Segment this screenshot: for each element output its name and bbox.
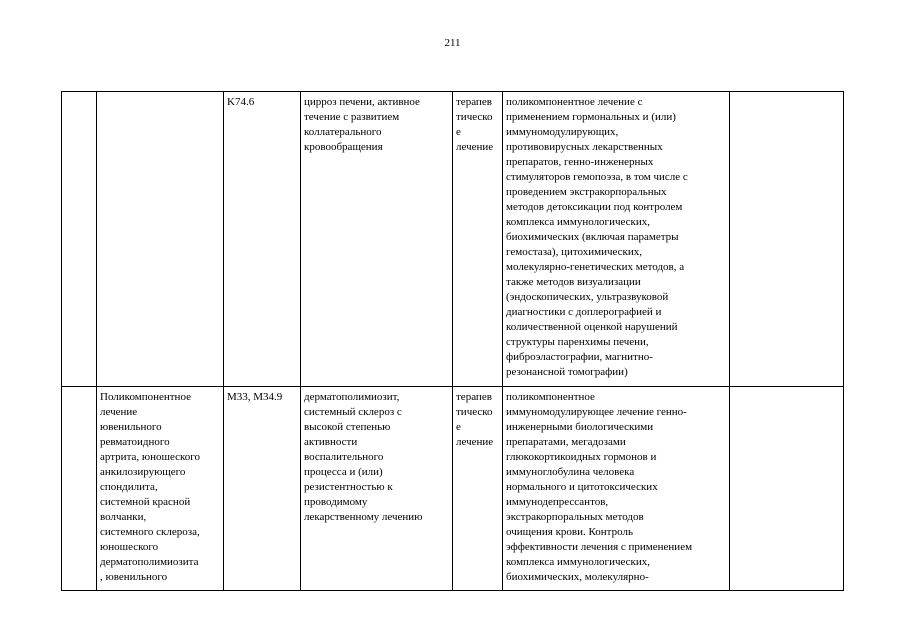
text-line: юношеского (100, 541, 159, 553)
text-line: иммунодепрессантов, (506, 496, 609, 508)
icd-code: M33, M34.9 (227, 391, 283, 403)
text-line: резонансной томографии) (506, 366, 628, 378)
cell-icd-codes (224, 387, 301, 591)
text-line: высокой степенью (304, 421, 391, 433)
text-line: биохимических (включая параметры (506, 231, 679, 243)
text-line: структуры паренхимы печени, (506, 336, 649, 348)
text-line: терапев (456, 391, 492, 403)
text-line: иммуномодулирующих, (506, 126, 619, 138)
text-line: иммуноглобулина человека (506, 466, 635, 478)
cell-treatment-name (97, 387, 224, 591)
table-row (62, 92, 844, 387)
text-line: также методов визуализации (506, 276, 641, 288)
treatment-table (61, 91, 844, 591)
text-line: спондилита, (100, 481, 158, 493)
text-line: инженерными биологическими (506, 421, 654, 433)
text-line: комплекса иммунологических, (506, 556, 651, 568)
cell-diagnosis (301, 387, 453, 591)
text-line: фиброэластографии, магнитно- (506, 351, 653, 363)
text-line: стимуляторов гемопоэза, в том числе с (506, 171, 688, 183)
text-line: лекарственному лечению (304, 511, 423, 523)
text-line: иммуномодулирующее лечение генно- (506, 406, 687, 418)
cell-icd-codes (224, 92, 301, 387)
icd-code: K74.6 (227, 96, 255, 108)
text-line: дерматополимиозит, (304, 391, 400, 403)
text-line: е (456, 126, 461, 138)
text-line: комплекса иммунологических, (506, 216, 651, 228)
cell-treatment-type (453, 387, 503, 591)
cell-treatment-method (503, 92, 730, 387)
text-line: резистентностью к (304, 481, 393, 493)
cell-treatment-type (453, 92, 503, 387)
cell-treatment-method (503, 387, 730, 591)
text-line: цирроз печени, активное (304, 96, 420, 108)
text-line: эффективности лечения с применением (506, 541, 693, 553)
cell-diagnosis (301, 92, 453, 387)
text-line: поликомпонентное лечение с (506, 96, 643, 108)
text-line: противовирусных лекарственных (506, 141, 663, 153)
text-line: Поликомпонентное (100, 391, 191, 403)
text-line: лечение (456, 141, 494, 153)
text-line: ревматоидного (100, 436, 170, 448)
text-line: проведением экстракорпоральных (506, 186, 667, 198)
text-line: экстракорпоральных методов (506, 511, 644, 523)
cell-cost (730, 92, 844, 387)
text-line: артрита, юношеского (100, 451, 201, 463)
text-line: терапев (456, 96, 492, 108)
text-line: препаратов, генно-инженерных (506, 156, 654, 168)
text-line: системной красной (100, 496, 191, 508)
cell-cost (730, 387, 844, 591)
text-line: методов детоксикации под контролем (506, 201, 683, 213)
text-line: (эндоскопических, ультразвуковой (506, 291, 669, 303)
text-line: е (456, 421, 461, 433)
text-line: лечение (100, 406, 138, 418)
cell-treatment-name (97, 92, 224, 387)
text-line: поликомпонентное (506, 391, 595, 403)
text-line: системный склероз с (304, 406, 402, 418)
text-line: процесса и (или) (304, 466, 383, 478)
text-line: применением гормональных и (или) (506, 111, 676, 123)
text-line: гемостаза), цитохимических, (506, 246, 643, 258)
text-line: молекулярно-генетических методов, а (506, 261, 685, 273)
text-line: воспалительного (304, 451, 384, 463)
text-line: ювенильного (100, 421, 162, 433)
text-line: диагностики с доплерографией и (506, 306, 662, 318)
text-line: волчанки, (100, 511, 147, 523)
text-line: проводимому (304, 496, 368, 508)
text-line: дерматополимиозита (100, 556, 199, 568)
text-line: течение с развитием (304, 111, 400, 123)
text-line: нормального и цитотоксических (506, 481, 658, 493)
text-line: коллатерального (304, 126, 382, 138)
text-line: количественной оценкой нарушений (506, 321, 678, 333)
text-line: системного склероза, (100, 526, 200, 538)
cell-number (62, 387, 97, 591)
text-line: очищения крови. Контроль (506, 526, 633, 538)
text-line: , ювенильного (100, 571, 168, 583)
table-row (62, 387, 844, 591)
text-line: анкилозирующего (100, 466, 186, 478)
page-number: 211 (444, 37, 461, 49)
text-line: тическо (456, 111, 493, 123)
text-line: лечение (456, 436, 494, 448)
text-line: препаратами, мегадозами (506, 436, 626, 448)
text-line: кровообращения (304, 141, 383, 153)
text-line: биохимических, молекулярно- (506, 571, 649, 583)
text-line: глюкокортикоидных гормонов и (506, 451, 657, 463)
cell-number (62, 92, 97, 387)
text-line: активности (304, 436, 358, 448)
text-line: тическо (456, 406, 493, 418)
